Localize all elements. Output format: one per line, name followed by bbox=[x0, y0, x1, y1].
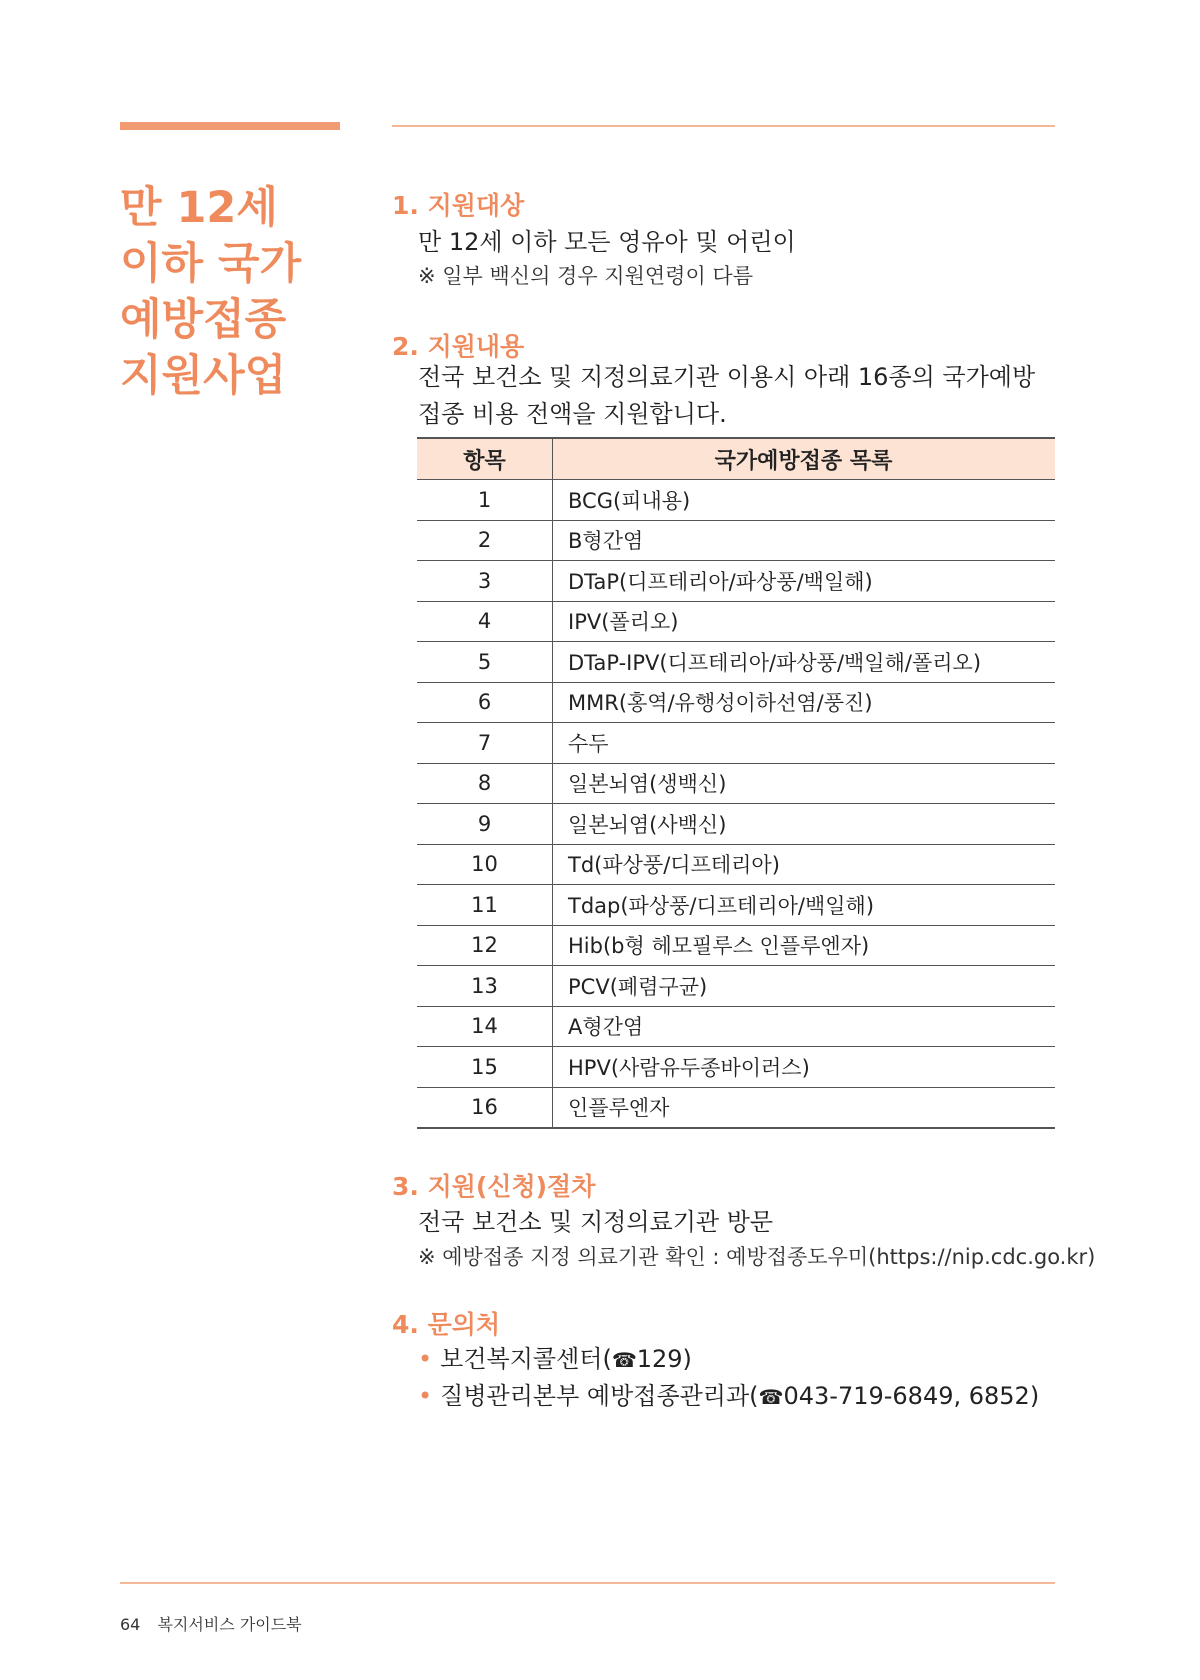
contact-name: 보건복지콜센터( bbox=[440, 1345, 612, 1373]
table-row bbox=[417, 480, 1055, 521]
page-number: 64 bbox=[120, 1615, 141, 1634]
table-row bbox=[417, 885, 1055, 926]
row-no: 7 bbox=[417, 723, 553, 764]
row-vaccine: Hib(b형 헤모필루스 인플루엔자) bbox=[553, 925, 1056, 966]
section3-body: 전국 보건소 및 지정의료기관 방문 bbox=[418, 1208, 774, 1236]
row-vaccine: Td(파상풍/디프테리아) bbox=[553, 844, 1056, 885]
row-vaccine: PCV(폐렴구균) bbox=[553, 966, 1056, 1007]
row-no: 5 bbox=[417, 642, 553, 683]
side-title-line-3: 예방접종 bbox=[120, 295, 287, 345]
row-vaccine: 수두 bbox=[553, 723, 1056, 764]
row-no: 11 bbox=[417, 885, 553, 926]
table-row bbox=[417, 844, 1055, 885]
table-header-name: 국가예방접종 목록 bbox=[553, 438, 1056, 480]
bullet-icon: • bbox=[418, 1345, 433, 1373]
row-vaccine: DTaP(디프테리아/파상풍/백일해) bbox=[553, 561, 1056, 602]
table-row bbox=[417, 966, 1055, 1007]
table-row bbox=[417, 682, 1055, 723]
row-no: 3 bbox=[417, 561, 553, 602]
table-row bbox=[417, 723, 1055, 764]
footer-divider bbox=[120, 1582, 1055, 1584]
vaccine-table bbox=[417, 437, 1055, 1129]
side-title-line-4: 지원사업 bbox=[120, 351, 287, 401]
section3-heading: 3. 지원(신청)절차 bbox=[392, 1172, 596, 1201]
table-row bbox=[417, 520, 1055, 561]
table-row bbox=[417, 1006, 1055, 1047]
section1-body: 만 12세 이하 모든 영유아 및 어린이 bbox=[418, 228, 796, 256]
contact-number: 129) bbox=[636, 1345, 692, 1373]
row-vaccine: IPV(폴리오) bbox=[553, 601, 1056, 642]
row-vaccine: 일본뇌염(사백신) bbox=[553, 804, 1056, 845]
row-no: 10 bbox=[417, 844, 553, 885]
contact-name: 질병관리본부 예방접종관리과( bbox=[440, 1382, 759, 1410]
row-vaccine: MMR(홍역/유행성이하선염/풍진) bbox=[553, 682, 1056, 723]
table-row bbox=[417, 925, 1055, 966]
row-no: 2 bbox=[417, 520, 553, 561]
contact-item bbox=[418, 1376, 1039, 1411]
row-vaccine: B형간염 bbox=[553, 520, 1056, 561]
section4-heading: 4. 문의처 bbox=[392, 1310, 501, 1339]
side-title-line-2: 이하 국가 bbox=[120, 239, 302, 289]
row-vaccine: 일본뇌염(생백신) bbox=[553, 763, 1056, 804]
row-no: 15 bbox=[417, 1047, 553, 1088]
contact-number: 043-719-6849, 6852) bbox=[783, 1382, 1040, 1410]
table-row bbox=[417, 642, 1055, 683]
book-title: 복지서비스 가이드북 bbox=[157, 1615, 302, 1634]
row-no: 12 bbox=[417, 925, 553, 966]
table-row bbox=[417, 804, 1055, 845]
contact-item bbox=[418, 1339, 692, 1374]
side-title bbox=[120, 180, 301, 404]
row-no: 14 bbox=[417, 1006, 553, 1047]
side-title-line-1: 만 12세 bbox=[120, 183, 278, 233]
row-vaccine: Tdap(파상풍/디프테리아/백일해) bbox=[553, 885, 1056, 926]
phone-icon: ☎ bbox=[758, 1385, 784, 1409]
table-header-no: 항목 bbox=[417, 438, 553, 480]
row-vaccine: DTaP-IPV(디프테리아/파상풍/백일해/폴리오) bbox=[553, 642, 1056, 683]
table-header-row bbox=[417, 438, 1055, 480]
section2-body: 전국 보건소 및 지정의료기관 이용시 아래 16종의 국가예방접종 비용 전액을 지원합니다. bbox=[418, 363, 1036, 428]
accent-bar-left bbox=[120, 122, 340, 130]
bullet-icon: • bbox=[418, 1382, 433, 1410]
row-no: 1 bbox=[417, 480, 553, 521]
table-row bbox=[417, 601, 1055, 642]
row-vaccine: HPV(사람유두종바이러스) bbox=[553, 1047, 1056, 1088]
table-row bbox=[417, 763, 1055, 804]
row-no: 6 bbox=[417, 682, 553, 723]
section2-heading: 2. 지원내용 bbox=[392, 332, 525, 361]
row-vaccine: BCG(피내용) bbox=[553, 480, 1056, 521]
table-row bbox=[417, 1047, 1055, 1088]
section3-note: ※ 예방접종 지정 의료기관 확인 : 예방접종도우미(https://nip.cdc.go.kr) bbox=[418, 1245, 1096, 1269]
row-no: 8 bbox=[417, 763, 553, 804]
row-vaccine: A형간염 bbox=[553, 1006, 1056, 1047]
accent-line-right bbox=[392, 125, 1055, 127]
section1-note: ※ 일부 백신의 경우 지원연령이 다름 bbox=[418, 264, 753, 288]
table-row bbox=[417, 561, 1055, 602]
row-vaccine: 인플루엔자 bbox=[553, 1087, 1056, 1128]
phone-icon: ☎ bbox=[611, 1348, 637, 1372]
footer bbox=[120, 1612, 302, 1635]
section1-heading: 1. 지원대상 bbox=[392, 191, 525, 220]
row-no: 13 bbox=[417, 966, 553, 1007]
row-no: 4 bbox=[417, 601, 553, 642]
row-no: 16 bbox=[417, 1087, 553, 1128]
row-no: 9 bbox=[417, 804, 553, 845]
table-row bbox=[417, 1087, 1055, 1128]
